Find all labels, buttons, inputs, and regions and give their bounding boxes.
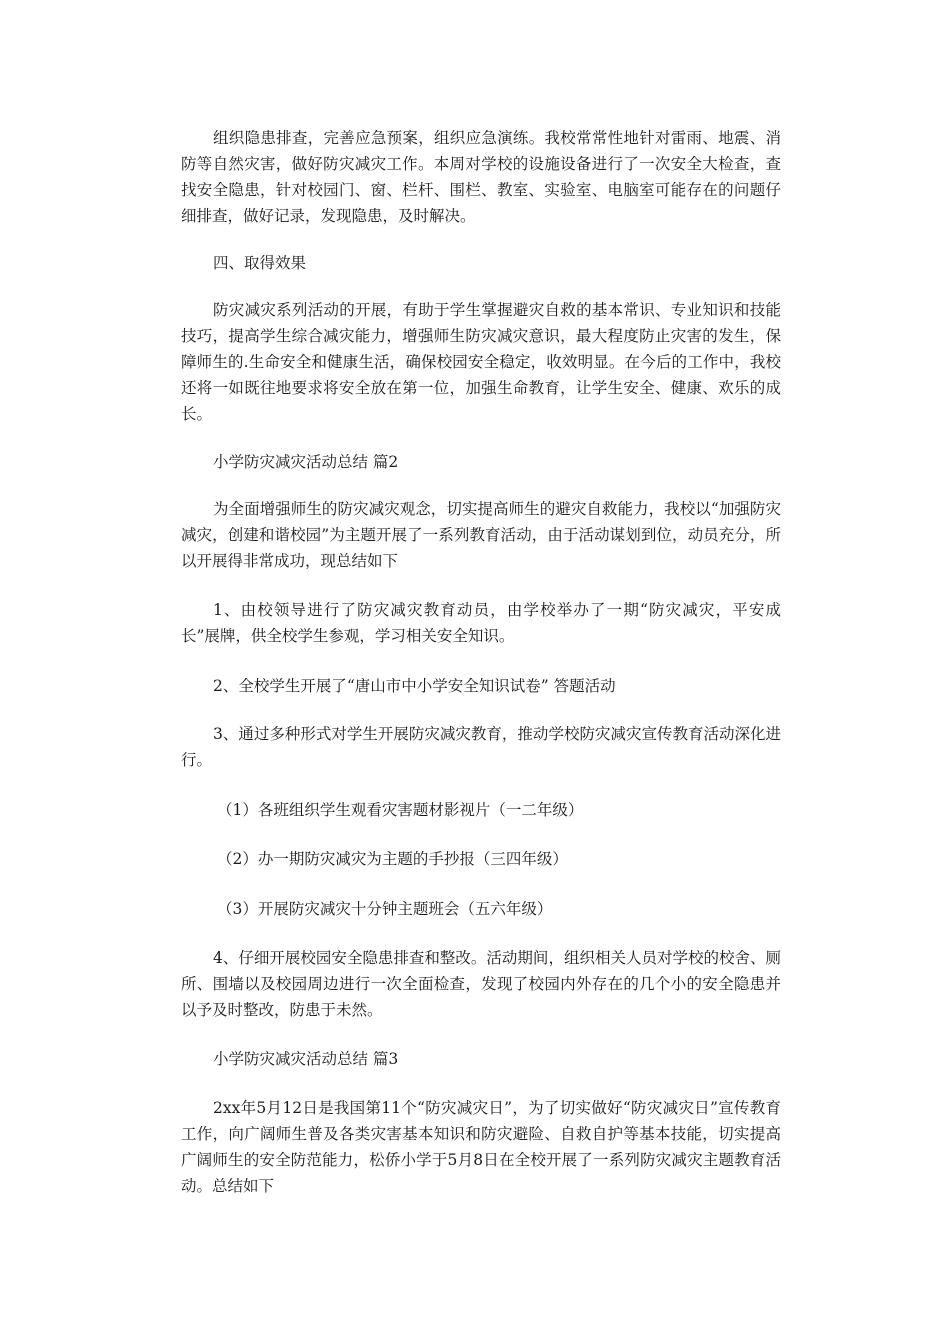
article-title-part2: 小学防灾减灾活动总结 篇2 — [213, 453, 399, 471]
paragraph-intro-part3: 2xx年5月12日是我国第11个“防灾减灾日”，为了切实做好“防灾减灾日”宣传教育工作，向广阔师生普及各类灾害基本知识和防灾避险、自救自护等基本技能，切实提高广阔师生的安全防范能力，松侨小学于5月8日在全校开展了一系列防灾减灾主题教育活动。总结如下 — [181, 1099, 781, 1195]
article-title-part3: 小学防灾减灾活动总结 篇3 — [213, 1050, 399, 1068]
paragraph-intro-part2: 为全面增强师生的防灾减灾观念，切实提高师生的避灾自救能力，我校以“加强防灾减灾，创建和谐校园”为主题开展了一系列教育活动，由于活动谋划到位，动员充分，所以开展得非常成功，现总结如下 — [181, 500, 781, 570]
sub-item-1: （1）各班组织学生观看灾害题材影视片（一二年级） — [217, 801, 584, 819]
list-item-1: 1、由校领导进行了防灾减灾教育动员，由学校举办了一期“防灾减灾，平安成长”展牌，供全校学生参观，学习相关安全知识。 — [181, 601, 781, 645]
list-item-2: 2、全校学生开展了“唐山市中小学安全知识试卷” 答题活动 — [213, 677, 616, 695]
list-item-3: 3、通过多种形式对学生开展防灾减灾教育，推动学校防灾减灾宣传教育活动深化进行。 — [181, 725, 781, 769]
section-heading-results: 四、取得效果 — [213, 254, 307, 272]
sub-item-3: （3）开展防灾减灾十分钟主题班会（五六年级） — [217, 900, 553, 918]
paragraph-hazard-inspection: 组织隐患排查，完善应急预案，组织应急演练。我校常常性地针对雷雨、地震、消防等自然灾害，做好防灾减灾工作。本周对学校的设施设备进行了一次安全大检查，查找安全隐患，针对校园门、窗、栏杆、围栏、教室、实验室、电脑室可能存在的问题仔细排查，做好记录，发现隐患，及时解决。 — [181, 129, 781, 225]
paragraph-results: 防灾减灾系列活动的开展，有助于学生掌握避灾自救的基本常识、专业知识和技能技巧，提高学生综合减灾能力，增强师生防灾减灾意识，最大程度防止灾害的发生，保障师生的.生命安全和健康生活，确保校园安全稳定，收效明显。在今后的工作中，我校还将一如既往地要求将安全放在第一位，加强生命教育，让学生安全、健康、欢乐的成长。 — [181, 301, 781, 423]
list-item-4: 4、仔细开展校园安全隐患排查和整改。活动期间，组织相关人员对学校的校舍、厕所、围墙以及校园周边进行一次全面检查，发现了校园内外存在的几个小的安全隐患并以予及时整改，防患于未然。 — [181, 949, 781, 1019]
sub-item-2: （2）办一期防灾减灾为主题的手抄报（三四年级） — [217, 850, 568, 868]
